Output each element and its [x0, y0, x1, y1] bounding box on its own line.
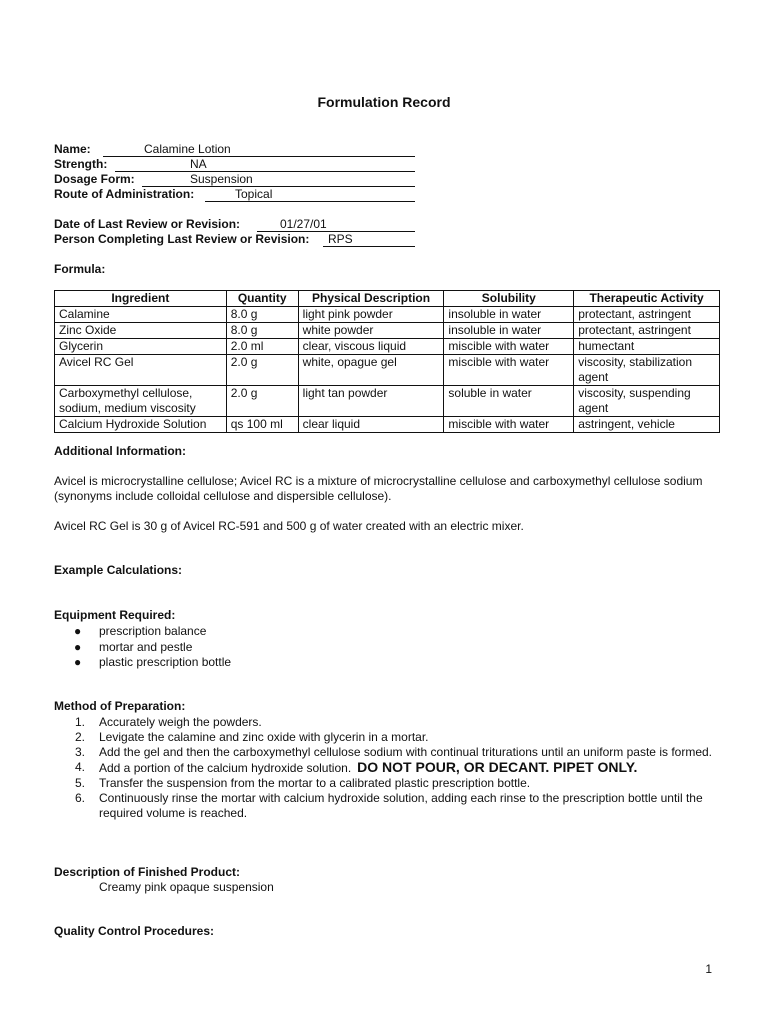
- table-cell: viscosity, suspending agent: [574, 386, 720, 417]
- equipment-list: [54, 624, 231, 671]
- review-date-label: Date of Last Review or Revision:: [54, 217, 241, 231]
- dosage-value: Suspension: [190, 172, 253, 186]
- table-cell: astringent, vehicle: [574, 417, 720, 433]
- step-text: Add the gel and then the carboxymethyl cellulose sodium with continual triturations until an uniform paste is formed.: [99, 745, 712, 759]
- equipment-heading: Equipment Required:: [54, 608, 176, 622]
- list-item: [54, 655, 231, 671]
- bullet-icon: ●: [74, 624, 82, 638]
- table-row: [55, 417, 720, 433]
- list-item-text: mortar and pestle: [99, 639, 193, 654]
- table-cell: miscible with water: [444, 417, 574, 433]
- step-text: Accurately weigh the powders.: [99, 715, 262, 729]
- dosage-row: [54, 172, 135, 187]
- table-cell: clear liquid: [298, 417, 444, 433]
- route-value: Topical: [235, 187, 273, 201]
- formula-heading: Formula:: [54, 262, 106, 276]
- table-header-row: [55, 291, 720, 307]
- review-date-value: 01/27/01: [280, 217, 327, 231]
- step-number: 5.: [75, 776, 86, 790]
- review-date-row: [54, 217, 240, 232]
- step-text: Add a portion of the calcium hydroxide solution.: [99, 761, 352, 775]
- person-label: Person Completing Last Review or Revision:: [54, 232, 310, 246]
- additional-info-paragraph: Avicel is microcrystalline cellulose; Avicel RC is a mixture of microcrystalline cellulose and carboxymethyl cellulose sodium (synonyms include colloidal cellulose and dispersible cellulose).: [54, 474, 703, 503]
- table-cell: white powder: [298, 323, 444, 339]
- step-text: Transfer the suspension from the mortar to a calibrated plastic prescription bottle.: [99, 776, 531, 790]
- table-cell: 2.0 g: [226, 386, 298, 417]
- list-item: [54, 776, 726, 791]
- list-item-text: prescription balance: [99, 624, 207, 638]
- table-cell: insoluble in water: [444, 323, 574, 339]
- column-header: Ingredient: [55, 291, 227, 307]
- list-item-text: plastic prescription bottle: [99, 655, 232, 669]
- table-row: [55, 307, 720, 323]
- list-item: [54, 624, 231, 640]
- table-row: [55, 339, 720, 355]
- finished-product-text: Creamy pink opaque suspension: [99, 880, 274, 894]
- table-cell: Calcium Hydroxide Solution: [55, 417, 227, 433]
- list-item: [54, 760, 726, 776]
- person-field: [323, 232, 415, 247]
- list-item: [54, 791, 726, 821]
- additional-info-heading: Additional Information:: [54, 444, 186, 458]
- page-title: Formulation Record: [317, 94, 451, 110]
- dosage-field: [142, 172, 415, 187]
- formula-table: [54, 290, 720, 433]
- page-number: 1: [705, 962, 712, 976]
- table-cell: miscible with water: [444, 339, 574, 355]
- table-cell: 8.0 g: [226, 323, 298, 339]
- pipet-warning: DO NOT POUR, OR DECANT. PIPET ONLY.: [357, 759, 638, 775]
- table-cell: light pink powder: [298, 307, 444, 323]
- table-cell: Glycerin: [55, 339, 227, 355]
- column-header: Solubility: [444, 291, 574, 307]
- table-cell: Calamine: [55, 307, 227, 323]
- quality-control-heading: Quality Control Procedures:: [54, 924, 215, 938]
- name-row: [54, 142, 91, 157]
- bullet-icon: ●: [74, 655, 82, 669]
- table-cell: 8.0 g: [226, 307, 298, 323]
- strength-field: [115, 157, 415, 172]
- route-label: Route of Administration:: [54, 187, 195, 201]
- list-item: [54, 640, 231, 656]
- table-row: [55, 355, 720, 386]
- review-date-field: [257, 217, 415, 232]
- table-cell: light tan powder: [298, 386, 444, 417]
- table-cell: insoluble in water: [444, 307, 574, 323]
- bullet-icon: ●: [74, 639, 82, 654]
- table-cell: 2.0 ml: [226, 339, 298, 355]
- table-cell: viscosity, stabilization agent: [574, 355, 720, 386]
- list-item: [54, 730, 726, 745]
- additional-info-paragraph: Avicel RC Gel is 30 g of Avicel RC-591 and 500 g of water created with an electric mixer.: [54, 519, 524, 533]
- table-cell: miscible with water: [444, 355, 574, 386]
- table-cell: Zinc Oxide: [55, 323, 227, 339]
- strength-value: NA: [190, 157, 207, 171]
- step-text: Continuously rinse the mortar with calcium hydroxide solution, adding each rinse to the prescription bottle until the required volume is reached.: [99, 791, 703, 820]
- step-number: 3.: [75, 745, 86, 759]
- column-header: Therapeutic Activity: [574, 291, 720, 307]
- name-field: [103, 142, 415, 157]
- person-value: RPS: [328, 232, 353, 246]
- person-row: [54, 232, 309, 247]
- list-item: [54, 715, 726, 730]
- dosage-label: Dosage Form:: [54, 172, 135, 186]
- name-label: Name:: [54, 142, 91, 156]
- step-number: 1.: [75, 715, 86, 729]
- example-calculations-heading: Example Calculations:: [54, 563, 183, 577]
- step-number: 2.: [75, 730, 86, 744]
- table-cell: clear, viscous liquid: [298, 339, 444, 355]
- strength-label: Strength:: [54, 157, 108, 171]
- method-steps: [54, 715, 726, 821]
- table-cell: protectant, astringent: [574, 307, 720, 323]
- strength-row: [54, 157, 107, 172]
- finished-product-heading: Description of Finished Product:: [54, 865, 241, 879]
- name-value: Calamine Lotion: [144, 142, 231, 156]
- step-number: 4.: [75, 760, 86, 774]
- table-row: [55, 386, 720, 417]
- step-number: 6.: [75, 791, 86, 805]
- table-cell: soluble in water: [444, 386, 574, 417]
- column-header: Physical Description: [298, 291, 444, 307]
- table-cell: humectant: [574, 339, 720, 355]
- route-field: [205, 187, 415, 202]
- table-row: [55, 323, 720, 339]
- method-heading: Method of Preparation:: [54, 699, 186, 713]
- table-cell: white, opague gel: [298, 355, 444, 386]
- step-text: Levigate the calamine and zinc oxide with glycerin in a mortar.: [99, 730, 429, 744]
- table-cell: protectant, astringent: [574, 323, 720, 339]
- column-header: Quantity: [226, 291, 298, 307]
- table-cell: Carboxymethyl cellulose, sodium, medium viscosity: [55, 386, 227, 417]
- list-item: [54, 745, 726, 760]
- table-cell: 2.0 g: [226, 355, 298, 386]
- table-cell: qs 100 ml: [226, 417, 298, 433]
- route-row: [54, 187, 194, 202]
- table-cell: Avicel RC Gel: [55, 355, 227, 386]
